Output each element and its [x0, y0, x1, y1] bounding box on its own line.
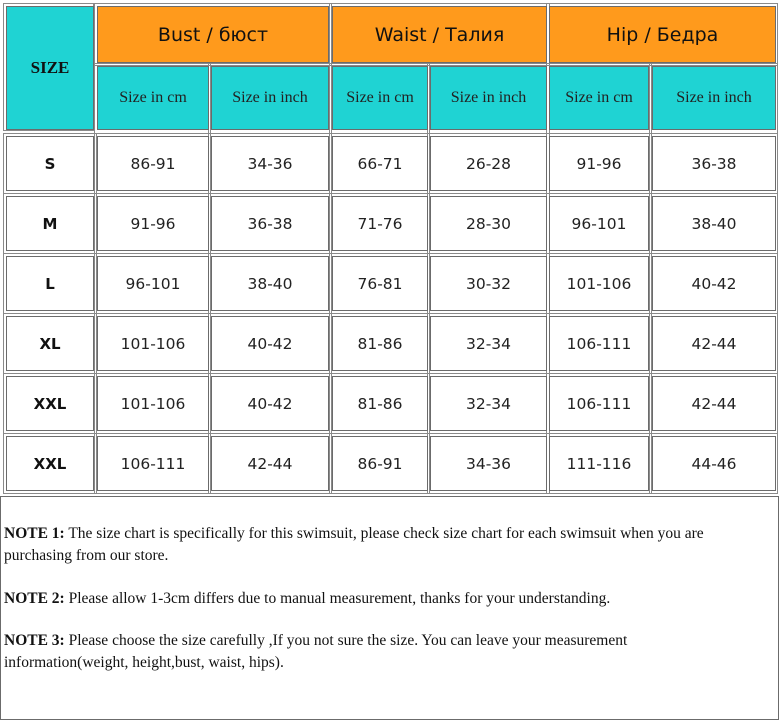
unit-header: Size in cm [549, 66, 649, 130]
note-1-text: The size chart is specifically for this swimsuit, please check size chart for each swimsuit when you are [68, 525, 704, 542]
measurement-cell: 42-44 [211, 436, 329, 491]
measurement-cell: 38-40 [652, 196, 776, 251]
measurement-cell: 91-96 [97, 196, 209, 251]
measurement-cell: 101-106 [97, 376, 209, 431]
note-1-text-cont: purchasing from our store. [4, 547, 169, 564]
measurement-cell: 36-38 [211, 196, 329, 251]
size-label-cell: S [6, 136, 94, 191]
measurement-cell: 32-34 [430, 316, 547, 371]
measurement-cell: 40-42 [652, 256, 776, 311]
measurement-cell: 96-101 [97, 256, 209, 311]
measurement-cell: 96-101 [549, 196, 649, 251]
measurement-cell: 44-46 [652, 436, 776, 491]
measurement-cell: 42-44 [652, 316, 776, 371]
measurement-cell: 32-34 [430, 376, 547, 431]
size-label-cell: XXL [6, 436, 94, 491]
size-label-cell: L [6, 256, 94, 311]
note-3-text: Please choose the size carefully ,If you not sure the size. You can leave your measurement [68, 632, 628, 649]
measurement-cell: 111-116 [549, 436, 649, 491]
group-header-2: Hip / Бедра [549, 6, 776, 63]
size-label-cell: XL [6, 316, 94, 371]
measurement-cell: 28-30 [430, 196, 547, 251]
note-3-label: NOTE 3: [4, 632, 65, 649]
measurement-cell: 106-111 [549, 376, 649, 431]
measurement-cell: 86-91 [332, 436, 428, 491]
note-3 [4, 630, 774, 674]
note-1-label: NOTE 1: [4, 525, 65, 542]
measurement-cell: 81-86 [332, 316, 428, 371]
measurement-cell: 106-111 [549, 316, 649, 371]
measurement-cell: 26-28 [430, 136, 547, 191]
unit-header: Size in inch [430, 66, 547, 130]
note-2-text: Please allow 1-3cm differs due to manual measurement, thanks for your understanding. [68, 590, 611, 607]
measurement-cell: 30-32 [430, 256, 547, 311]
measurement-cell: 91-96 [549, 136, 649, 191]
note-1 [4, 523, 774, 567]
size-label-cell: M [6, 196, 94, 251]
group-header-1: Waist / Талия [332, 6, 547, 63]
measurement-cell: 106-111 [97, 436, 209, 491]
measurement-cell: 71-76 [332, 196, 428, 251]
measurement-cell: 34-36 [430, 436, 547, 491]
measurement-cell: 36-38 [652, 136, 776, 191]
measurement-cell: 42-44 [652, 376, 776, 431]
measurement-cell: 40-42 [211, 376, 329, 431]
measurement-cell: 66-71 [332, 136, 428, 191]
measurement-cell: 81-86 [332, 376, 428, 431]
note-3-text-cont: information(weight, height,bust, waist, hips). [4, 654, 284, 671]
measurement-cell: 76-81 [332, 256, 428, 311]
unit-header: Size in cm [332, 66, 428, 130]
group-header-0: Bust / бюст [97, 6, 329, 63]
unit-header: Size in cm [97, 66, 209, 130]
measurement-cell: 86-91 [97, 136, 209, 191]
note-2-label: NOTE 2: [4, 590, 65, 607]
measurement-cell: 101-106 [97, 316, 209, 371]
measurement-cell: 101-106 [549, 256, 649, 311]
measurement-cell: 34-36 [211, 136, 329, 191]
measurement-cell: 38-40 [211, 256, 329, 311]
size-header: SIZE [6, 6, 94, 130]
unit-header: Size in inch [652, 66, 776, 130]
unit-header: Size in inch [211, 66, 329, 130]
size-label-cell: XXL [6, 376, 94, 431]
note-2 [4, 588, 774, 610]
measurement-cell: 40-42 [211, 316, 329, 371]
